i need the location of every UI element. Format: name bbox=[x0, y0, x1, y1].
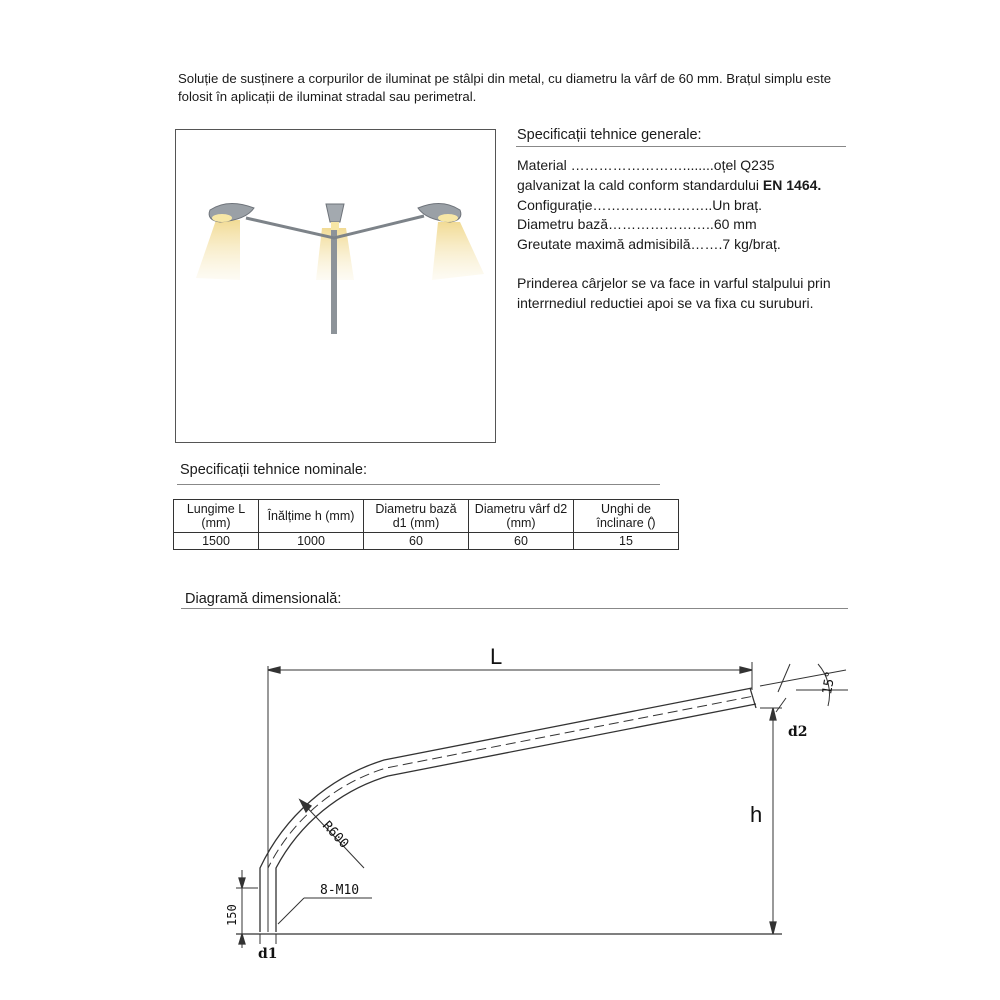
radius-leader bbox=[300, 800, 364, 868]
angle-label: 15° bbox=[820, 669, 839, 696]
left-light-beam bbox=[196, 220, 240, 280]
spec-list bbox=[517, 156, 867, 255]
arrow-head bbox=[300, 800, 311, 812]
nominal-spec-heading: Specificații tehnice nominale: bbox=[180, 462, 367, 478]
base-height-label: 150 bbox=[225, 904, 239, 926]
arrow-head bbox=[239, 934, 245, 944]
bolts-leader bbox=[278, 898, 304, 924]
nominal-spec-table bbox=[173, 499, 679, 550]
right-light-beam bbox=[432, 222, 484, 280]
table-header-row bbox=[174, 500, 679, 533]
arrow-head bbox=[239, 878, 245, 888]
heading-rule bbox=[177, 484, 660, 485]
spec-galvanizing-text: galvanizat la cald conform standardului bbox=[517, 176, 763, 193]
radius-label: R600 bbox=[319, 818, 352, 852]
arm-tip-end bbox=[750, 688, 756, 708]
mounting-note: Prinderea cârjelor se va face in varful stalpului prin interrnediul reductiei apoi se va fixa cu suruburi. bbox=[517, 275, 831, 311]
arm-centerline bbox=[268, 696, 754, 932]
l-label: L bbox=[490, 644, 503, 669]
luminaire-photo bbox=[175, 129, 496, 443]
spec-material: Material ……………………........oțel Q235 bbox=[517, 157, 775, 173]
right-lamp-glow bbox=[438, 214, 458, 222]
arrow-head bbox=[740, 667, 752, 673]
angle-line-inclined bbox=[760, 670, 846, 686]
column-header: Unghi de înclinare (̊) bbox=[574, 500, 679, 533]
table-cell: 60 bbox=[469, 533, 574, 550]
table-cell: 15 bbox=[574, 533, 679, 550]
h-label: h bbox=[750, 802, 763, 827]
spec-max-weight: Greutate maximă admisibilă…….7 kg/braț. bbox=[517, 236, 781, 253]
d2-leader-bottom bbox=[776, 698, 786, 712]
bolts-label: 8-M10 bbox=[320, 883, 360, 898]
luminaire-illustration bbox=[176, 130, 495, 442]
column-header: Lungime L (mm) bbox=[174, 500, 259, 533]
spec-base-diameter: Diametru bază…………………..60 mm bbox=[517, 216, 757, 233]
table-cell: 1000 bbox=[259, 533, 364, 550]
arrow-head bbox=[770, 922, 776, 934]
spec-configuration: Configurație……………………..Un braț. bbox=[517, 196, 763, 213]
column-header: Diametru vârf d2 (mm) bbox=[469, 500, 574, 533]
left-lamp-glow bbox=[212, 214, 232, 222]
diagram-heading: Diagramă dimensională: bbox=[185, 591, 342, 607]
general-spec-heading: Specificații tehnice generale: bbox=[517, 127, 702, 143]
arrow-head bbox=[770, 708, 776, 720]
table-cell: 1500 bbox=[174, 533, 259, 550]
heading-rule bbox=[516, 146, 846, 147]
center-lamp bbox=[326, 204, 344, 222]
spec-standard: EN 1464. bbox=[762, 176, 822, 193]
arm-outer-edge bbox=[260, 688, 752, 932]
column-header: Înălțime h (mm) bbox=[259, 500, 364, 533]
table-cell: 60 bbox=[364, 533, 469, 550]
pole bbox=[331, 230, 337, 334]
arrow-head bbox=[268, 667, 280, 673]
d2-leader-top bbox=[778, 664, 790, 692]
angle-arc bbox=[818, 664, 829, 706]
intro-paragraph: Soluție de susținere a corpurilor de iluminat pe stâlpi din metal, cu diametru la vârf de 60 mm. Brațul simplu este folosit în aplicații de iluminat stradal sau perimetral. bbox=[178, 71, 832, 104]
center-lamp-glow bbox=[331, 222, 339, 230]
column-header: Diametru bază d1 (mm) bbox=[364, 500, 469, 533]
spec-galvanizing bbox=[517, 176, 867, 196]
d2-label: d2 bbox=[788, 724, 808, 740]
arm-inner-edge bbox=[276, 704, 756, 932]
table-row bbox=[174, 533, 679, 550]
d1-label: d1 bbox=[258, 946, 278, 962]
heading-rule bbox=[181, 608, 848, 609]
